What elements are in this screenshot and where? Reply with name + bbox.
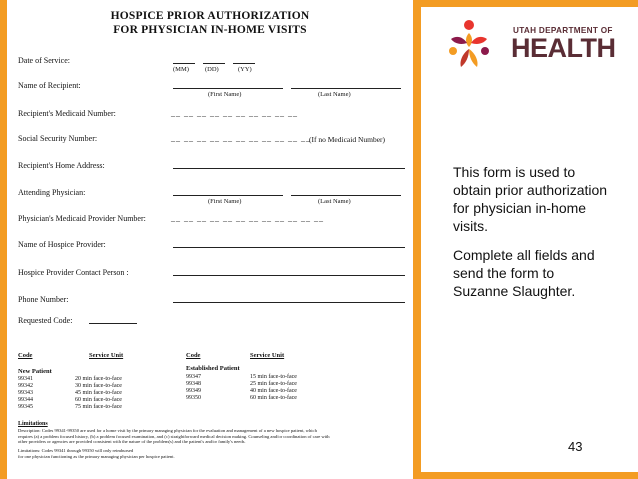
limitations-line-1: Description: Codes 99341-99350 are used for a home visit by the primary managing physician for the evaluation and management of a new hospice patient, which bbox=[18, 428, 317, 433]
limitations-line-5: for one physician functioning as the primary managing physician per hospice patient. bbox=[18, 453, 175, 459]
logo-department-text: UTAH DEPARTMENT OF bbox=[513, 26, 613, 35]
physician-last-line bbox=[291, 195, 401, 196]
date-line-mm bbox=[173, 63, 195, 64]
provider-number-blanks: __ __ __ __ __ __ __ __ __ __ __ __ bbox=[171, 214, 324, 223]
home-address-line bbox=[173, 168, 405, 169]
new-patient-label: New Patient bbox=[18, 368, 52, 375]
provider-number-label: Physician's Medicaid Provider Number: bbox=[18, 214, 146, 223]
attending-physician-label: Attending Physician: bbox=[18, 188, 86, 197]
form-title-line2: FOR PHYSICIAN IN-HOME VISITS bbox=[113, 24, 307, 36]
established-patient-label: Established Patient bbox=[186, 365, 240, 372]
medicaid-number-label: Recipient's Medicaid Number: bbox=[18, 109, 116, 118]
code-header-right: Code bbox=[186, 352, 201, 359]
physician-first-name-caption: (First Name) bbox=[208, 198, 242, 205]
ssn-blanks: __ __ __ __ __ __ __ __ __ __ __ bbox=[171, 134, 311, 143]
contact-person-line bbox=[173, 275, 405, 276]
physician-first-line bbox=[173, 195, 283, 196]
ssn-note: (If no Medicaid Number) bbox=[309, 135, 386, 144]
hospice-provider-line bbox=[173, 247, 405, 248]
date-mm: (MM) bbox=[173, 66, 189, 73]
limitations-line-3: other providers or agencies are provided consistent with the nature of the problem(s) and the patient's and/or family's needs. bbox=[18, 439, 246, 444]
description-paragraph-1: This form is used to obtain prior authorization for physician in-home visits. bbox=[453, 164, 608, 234]
date-of-service-label: Date of Service: bbox=[18, 56, 70, 65]
date-line-dd bbox=[203, 63, 225, 64]
authorization-form-image bbox=[7, 0, 413, 479]
code-header-left: Code bbox=[18, 352, 33, 359]
new-patient-codes: 99341 99342 99343 99344 99345 bbox=[18, 376, 33, 411]
limitations-title: Limitations bbox=[18, 421, 48, 427]
established-patient-units: 15 min face-to-face 25 min face-to-face 40 min face-to-face 60 min face-to-face bbox=[250, 374, 297, 402]
logo-health-text: HEALTH bbox=[511, 33, 616, 63]
slide-page-number: 43 bbox=[568, 439, 583, 454]
date-dd: (DD) bbox=[205, 66, 219, 73]
hospice-provider-label: Name of Hospice Provider: bbox=[18, 240, 106, 249]
limitations-line-2: requires (a) a problem focused history, (b) a problem focused examination, and (c) straightforward medical decision making. Counseling and/or coordination of care with bbox=[18, 433, 330, 439]
recipient-first-line bbox=[173, 88, 283, 89]
requested-code-line bbox=[89, 323, 137, 324]
requested-code-label: Requested Code: bbox=[18, 316, 73, 325]
phone-number-label: Phone Number: bbox=[18, 295, 69, 304]
service-unit-header-right: Service Unit bbox=[250, 352, 285, 359]
contact-person-label: Hospice Provider Contact Person : bbox=[18, 268, 129, 277]
home-address-label: Recipient's Home Address: bbox=[18, 161, 105, 170]
recipient-last-name-caption: (Last Name) bbox=[318, 91, 351, 98]
phone-number-line bbox=[173, 302, 405, 303]
recipient-last-line bbox=[291, 88, 401, 89]
service-unit-header-left: Service Unit bbox=[89, 352, 124, 359]
limitations-line-4: Limitations: Codes 99341 through 99350 will only reimbursed bbox=[18, 448, 134, 453]
recipient-first-name-caption: (First Name) bbox=[208, 91, 242, 98]
description-paragraph-2: Complete all fields and send the form to Suzanne Slaughter. bbox=[453, 247, 595, 299]
slide-description bbox=[453, 163, 613, 311]
date-yy: (YY) bbox=[238, 66, 252, 73]
medicaid-number-blanks: __ __ __ __ __ __ __ __ __ __ bbox=[171, 109, 298, 118]
physician-last-name-caption: (Last Name) bbox=[318, 198, 351, 205]
ssn-label: Social Security Number: bbox=[18, 134, 98, 143]
new-patient-units: 20 min face-to-face 30 min face-to-face 45 min face-to-face 60 min face-to-face 75 min face-to-face bbox=[75, 376, 122, 411]
form-title-line1: HOSPICE PRIOR AUTHORIZATION bbox=[110, 10, 310, 22]
utah-health-logo-icon bbox=[447, 17, 491, 69]
date-line-yy bbox=[233, 63, 255, 64]
established-patient-codes: 99347 99348 99349 99350 bbox=[186, 374, 201, 402]
recipient-name-label: Name of Recipient: bbox=[18, 81, 81, 90]
